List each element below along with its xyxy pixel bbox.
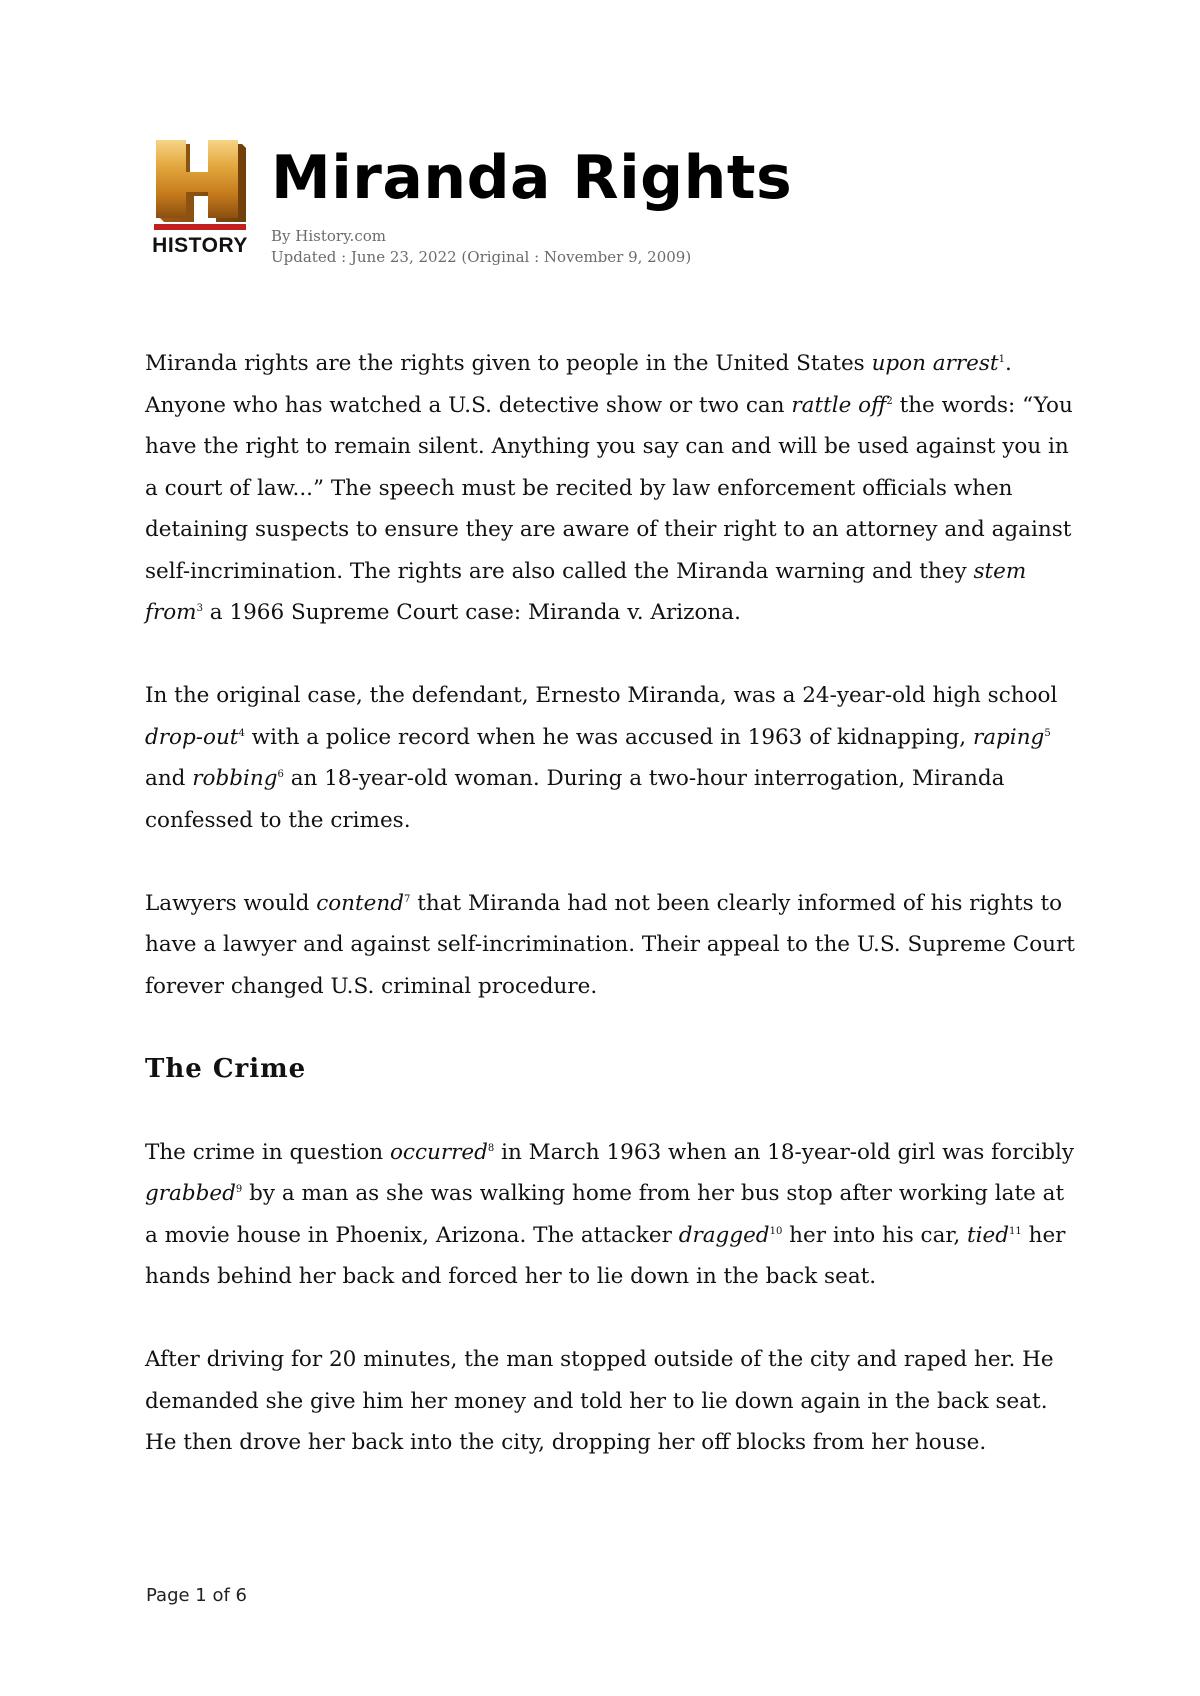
article-body xyxy=(145,343,1075,1505)
svg-text:HISTORY: HISTORY xyxy=(152,234,248,256)
footnote-marker: 11 xyxy=(1009,1225,1022,1237)
text-run: an 18-year-old woman. During a two-hour interrogation, Miranda confessed to the crimes. xyxy=(145,766,1005,833)
text-run: that Miranda had not been clearly informed of his rights to have a lawyer and against self-incrimination. Their appeal to the U.S. Supreme Court forever changed U.S. criminal procedure. xyxy=(145,890,1075,999)
paragraph-3 xyxy=(145,883,1075,1008)
vocab-term: grabbed xyxy=(145,1181,236,1206)
paragraph-4 xyxy=(145,1132,1075,1298)
paragraph-2 xyxy=(145,675,1075,841)
footnote-marker: 5 xyxy=(1044,727,1051,739)
text-run: with a police record when he was accused in 1963 of kidnapping, xyxy=(244,724,973,750)
text-run: Miranda rights are the rights given to people in the United States xyxy=(145,351,872,376)
text-run: her into his car, xyxy=(782,1222,968,1248)
paragraph-1 xyxy=(145,343,1075,634)
document-header xyxy=(150,140,1050,270)
vocab-term: rattle off xyxy=(791,392,887,418)
vocab-term: occurred xyxy=(389,1139,488,1165)
vocab-term: robbing xyxy=(192,766,278,791)
text-run: and xyxy=(145,766,193,791)
page-number: Page 1 of 6 xyxy=(146,1585,247,1606)
vocab-term: contend xyxy=(316,890,404,916)
text-run: by a man as she was walking home from her bus stop after working late at a movie house in Phoenix, Arizona. The attacker xyxy=(145,1181,1065,1248)
vocab-term: stem from xyxy=(145,558,1027,625)
section-heading: The Crime xyxy=(145,1053,307,1084)
author-line: By History.com xyxy=(271,227,386,245)
vocab-term: drop-out xyxy=(145,724,239,750)
byline xyxy=(271,226,792,268)
text-run: a 1966 Supreme Court case: Miranda v. Arizona. xyxy=(202,600,741,625)
vocab-term: upon arrest xyxy=(871,351,999,376)
history-logo xyxy=(150,140,256,256)
text-run: Lawyers would xyxy=(145,890,317,916)
footnote-marker: 6 xyxy=(277,768,284,780)
footnote-marker: 9 xyxy=(235,1183,243,1195)
footnote-marker: 2 xyxy=(886,395,893,407)
title-block xyxy=(271,140,792,268)
text-run: . Anyone who has watched a U.S. detective show or two can xyxy=(145,351,1012,418)
vocab-term: raping xyxy=(972,724,1045,750)
vocab-term: tied xyxy=(967,1222,1010,1248)
text-run: The crime in question xyxy=(145,1139,390,1165)
footnote-marker: 7 xyxy=(404,893,411,905)
paragraph-5: After driving for 20 minutes, the man stopped outside of the city and raped her. He demanded she give him her money and told her to lie down again in the back seat. He then drove her back into the city, dropping her off blocks from her house. xyxy=(145,1347,1054,1455)
text-run: In the original case, the defendant, Ernesto Miranda, was a 24-year-old high school xyxy=(145,683,1058,708)
updated-line: Updated : June 23, 2022 (Original : November 9, 2009) xyxy=(271,248,692,266)
footnote-marker: 3 xyxy=(196,602,203,614)
footnote-marker: 8 xyxy=(487,1142,495,1154)
footnote-marker: 10 xyxy=(769,1225,783,1237)
text-run: the words: “You have the right to remain silent. Anything you say can and will be used against you in a court of law...” The speech must be recited by law enforcement officials when detaining suspects to ensure they are aware of their right to an attorney and against self-incrimination. The rights are also called the Miranda warning and they xyxy=(145,392,1073,584)
text-run: in March 1963 when an 18-year-old girl was forcibly xyxy=(494,1139,1075,1165)
footnote-marker: 1 xyxy=(998,353,1005,365)
text-run: her hands behind her back and forced her to lie down in the back seat. xyxy=(145,1222,1066,1289)
page-title: Miranda Rights xyxy=(271,143,793,213)
footnote-marker: 4 xyxy=(238,727,245,739)
vocab-term: dragged xyxy=(678,1222,770,1248)
